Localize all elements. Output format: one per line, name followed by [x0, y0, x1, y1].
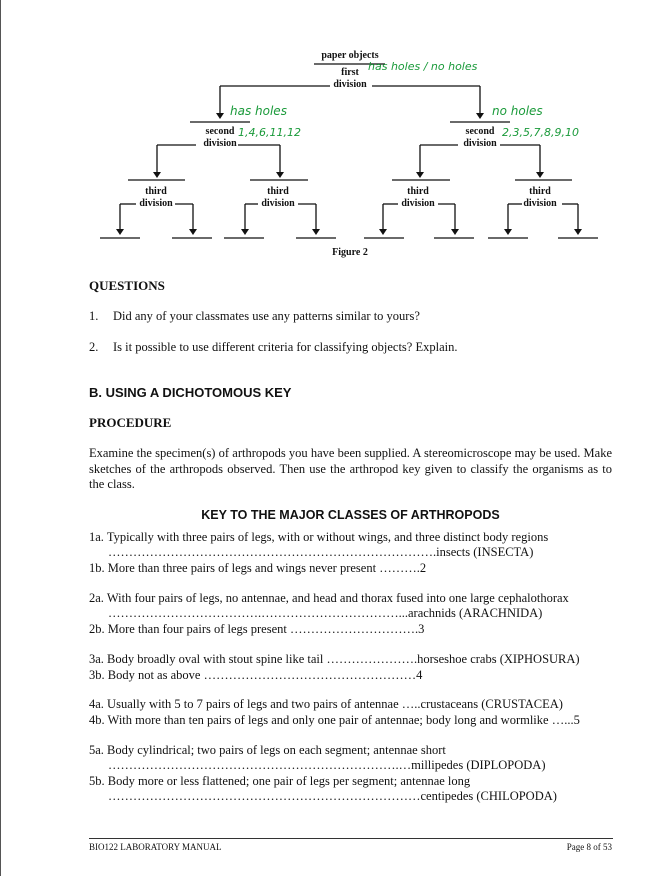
key-line-5a: 5a. Body cylindrical; two pairs of legs on each segment; antennae short — [89, 743, 446, 757]
procedure-text: Examine the specimen(s) of arthropods you have been supplied. A stereomicroscope may be used. Make sketches of the arthropods observed. Then use the arthropod key given to classify the organisms as to the class. — [89, 446, 612, 491]
key-line-5a-result: …………………………………………………………….…millipedes (DIPLOPODA) — [108, 758, 546, 772]
handwritten-left-numbers: 1,4,6,11,12 — [238, 126, 301, 139]
handwritten-top-note: has holes / no holes — [368, 60, 478, 73]
third-division-label-4: third division — [523, 186, 557, 209]
third-division-label-3: third division — [401, 186, 435, 209]
first-division-label: first division — [333, 67, 367, 90]
root-label: paper objects — [321, 50, 379, 61]
arrowhead-right — [476, 113, 484, 119]
key-title: KEY TO THE MAJOR CLASSES OF ARTHROPODS — [201, 508, 500, 522]
key-line-1b: 1b. More than three pairs of legs and wings never present ……….2 — [89, 561, 427, 575]
third-division-label-2: third division — [261, 186, 295, 209]
handwritten-right-note: no holes — [492, 104, 543, 118]
footer-rule — [89, 838, 613, 839]
figure-caption: Figure 2 — [332, 247, 368, 258]
key-line-4a: 4a. Usually with 5 to 7 pairs of legs and two pairs of antennae …..crustaceans (CRUSTACEA) — [89, 697, 563, 711]
second-division-right-label: second division — [463, 126, 497, 149]
arrowhead-left — [216, 113, 224, 119]
handwritten-left-note: has holes — [230, 104, 287, 118]
second-division-left-label: second division — [203, 126, 237, 149]
key-line-2a: 2a. With four pairs of legs, no antennae, and head and thorax fused into one large cephalothorax — [89, 591, 569, 605]
section-b-title: B. USING A DICHOTOMOUS KEY — [89, 385, 292, 400]
question-2-number: 2. — [89, 340, 99, 354]
third-division-label-1: third division — [139, 186, 173, 209]
procedure-title: PROCEDURE — [89, 415, 172, 430]
footer-left: BIO122 LABORATORY MANUAL — [89, 842, 222, 852]
key-line-4b: 4b. With more than ten pairs of legs and only one pair of antennae; body long and wormlike …...5 — [89, 713, 580, 727]
question-2-text: Is it possible to use different criteria for classifying objects? Explain. — [113, 340, 458, 354]
key-line-2b: 2b. More than four pairs of legs present ………………………….3 — [89, 622, 425, 636]
key-line-3a: 3a. Body broadly oval with stout spine like tail ………………….horseshoe crabs (XIPHOSURA) — [89, 652, 580, 666]
question-1-text: Did any of your classmates use any patterns similar to yours? — [113, 309, 420, 323]
key-line-1a-result: …………………………………………………………………….insects (INSECTA) — [108, 545, 534, 559]
question-1-number: 1. — [89, 309, 99, 323]
questions-title: QUESTIONS — [89, 278, 165, 293]
key-line-1a: 1a. Typically with three pairs of legs, with or without wings, and three distinct body regions — [89, 530, 549, 544]
key-line-2a-result: ……………………………….……………………………...arachnids (ARACHNIDA) — [108, 606, 543, 620]
key-line-5b-result: …………………………………………………………………centipedes (CHILOPODA) — [108, 789, 557, 803]
key-line-3b: 3b. Body not as above ……………………………………………4 — [89, 668, 423, 682]
key-line-5b: 5b. Body more or less flattened; one pair of legs per segment; antennae long — [89, 774, 471, 788]
footer-page-number: Page 8 of 53 — [566, 842, 612, 852]
handwritten-right-numbers: 2,3,5,7,8,9,10 — [502, 126, 579, 139]
